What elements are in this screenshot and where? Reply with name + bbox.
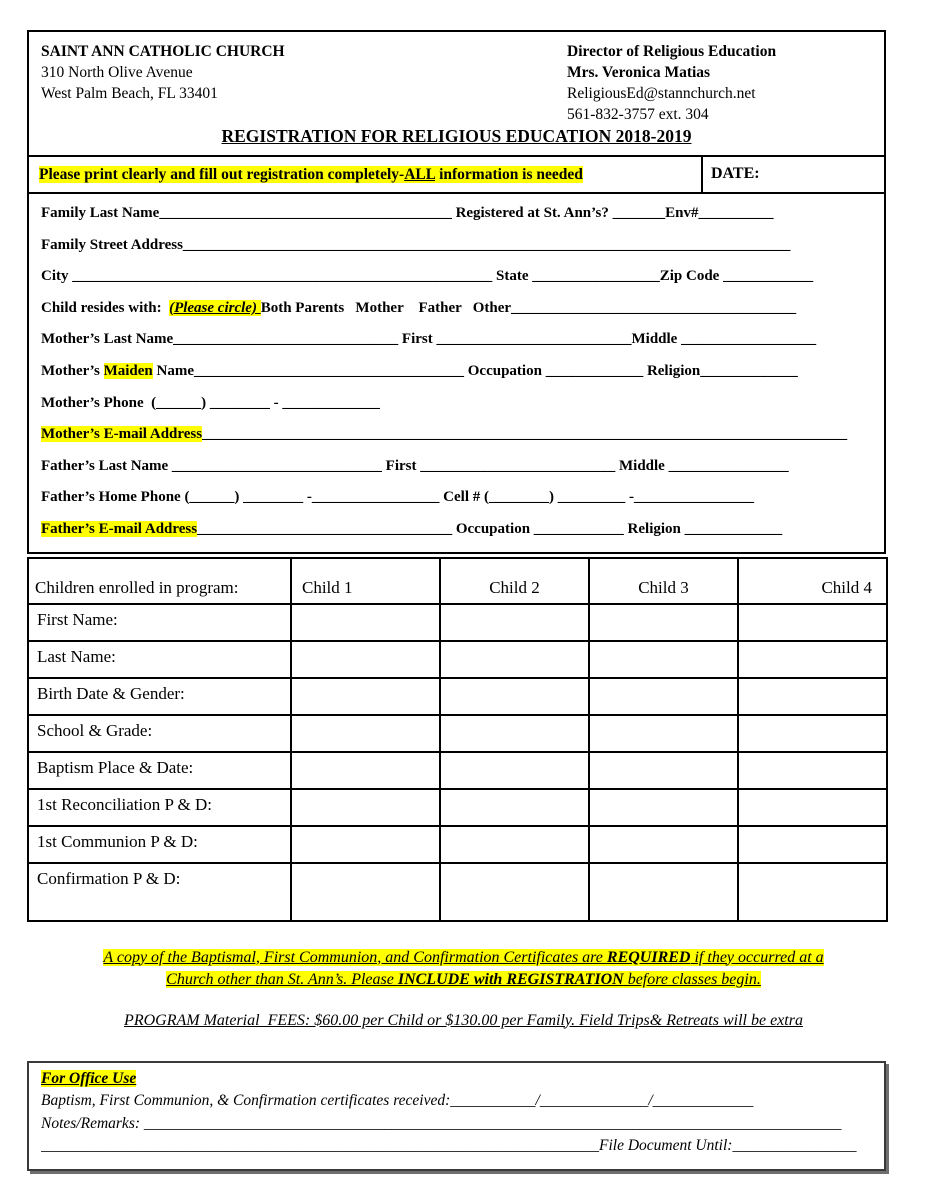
instruction-text: Please print clearly and fill out registration completely-ALL information is needed [39, 166, 583, 183]
church-address-line2: West Palm Beach, FL 33401 [41, 85, 218, 102]
table-cell[interactable] [440, 863, 589, 921]
family-last-name-line: Family Last Name_______________________________________ Registered at St. Ann’s? _______Env#__________ [41, 205, 774, 221]
fathers-last-name-line: Father’s Last Name ____________________________ First __________________________ Middle ________________ [41, 457, 789, 474]
table-cell[interactable] [589, 715, 738, 752]
table-row [28, 863, 887, 921]
certificate-note-line2: Church other than St. Ann’s. Please INCLUDE with REGISTRATION before classes begin. [166, 970, 761, 988]
row-label-confirmation: Confirmation P & D: [28, 863, 291, 921]
date-label: DATE: [711, 165, 760, 182]
table-header-row [28, 558, 887, 604]
mothers-email-line: Mother’s E-mail Address______________________________________________________________________________________ [41, 426, 848, 443]
table-cell[interactable] [291, 641, 440, 678]
table-cell[interactable] [738, 678, 887, 715]
row-label-communion: 1st Communion P & D: [28, 826, 291, 863]
row-label-baptism: Baptism Place & Date: [28, 752, 291, 789]
mothers-maiden-name-line: Mother’s Maiden Name____________________________________ Occupation _____________ Religion_____________ [41, 362, 798, 379]
table-cell[interactable] [738, 752, 887, 789]
table-cell[interactable] [291, 752, 440, 789]
table-row [28, 789, 887, 826]
fees-note: PROGRAM Material FEES: $60.00 per Child or $130.00 per Family. Field Trips& Retreats will be extra [124, 1011, 803, 1029]
instruction-row [29, 155, 884, 192]
fathers-email-line: Father’s E-mail Address__________________________________ Occupation ____________ Religion _____________ [41, 520, 783, 537]
table-cell[interactable] [738, 604, 887, 641]
table-cell[interactable] [291, 604, 440, 641]
mothers-phone-line: Mother’s Phone (______) ________ - _____________ [41, 394, 380, 411]
church-info [41, 41, 567, 125]
office-use-box [27, 1061, 886, 1171]
mothers-last-name-line: Mother’s Last Name______________________________ First __________________________Middle __________________ [41, 331, 817, 348]
table-cell[interactable] [589, 863, 738, 921]
form-header [29, 32, 884, 155]
notes-section [0, 947, 927, 1032]
family-info-section [29, 192, 884, 552]
church-address-line1: 310 North Olive Avenue [41, 64, 193, 81]
child-resides-with-line: Child resides with: (Please circle) Both Parents Mother Father Other______________________________________ [41, 299, 797, 316]
row-label-school-grade: School & Grade: [28, 715, 291, 752]
form-title: REGISTRATION FOR RELIGIOUS EDUCATION 2018-2019 [221, 126, 692, 146]
children-table [27, 557, 888, 922]
certificate-note-line1: A copy of the Baptismal, First Communion, and Confirmation Certificates are REQUIRED if they occurred at a [103, 948, 824, 966]
column-header-child2: Child 2 [440, 558, 589, 604]
row-label-reconciliation: 1st Reconciliation P & D: [28, 789, 291, 826]
notes-remarks-line: Notes/Remarks: __________________________________________________________________________________________ [41, 1114, 842, 1132]
table-row [28, 678, 887, 715]
table-cell[interactable] [291, 678, 440, 715]
table-cell[interactable] [291, 789, 440, 826]
table-cell[interactable] [589, 789, 738, 826]
row-label-birth-date-gender: Birth Date & Gender: [28, 678, 291, 715]
table-cell[interactable] [440, 789, 589, 826]
table-row [28, 604, 887, 641]
column-header-child3: Child 3 [589, 558, 738, 604]
table-cell[interactable] [440, 826, 589, 863]
certificates-received-line: Baptism, First Communion, & Confirmation certificates received:___________/______________/_____________ [41, 1092, 754, 1110]
file-document-until-line: ________________________________________________________________________File Document Until:________________ [41, 1137, 857, 1155]
table-cell[interactable] [589, 641, 738, 678]
table-cell[interactable] [589, 678, 738, 715]
table-row [28, 641, 887, 678]
column-header-child4: Child 4 [738, 558, 887, 604]
office-use-title: For Office Use [41, 1069, 137, 1087]
city-state-zip-line: City ________________________________________________________ State _________________Zip Code ____________ [41, 268, 814, 285]
table-row [28, 715, 887, 752]
table-cell[interactable] [738, 863, 887, 921]
row-label-first-name: First Name: [28, 604, 291, 641]
table-cell[interactable] [440, 752, 589, 789]
table-cell[interactable] [291, 715, 440, 752]
church-name: SAINT ANN CATHOLIC CHURCH [41, 43, 285, 60]
family-info-box [27, 30, 886, 554]
table-cell[interactable] [589, 826, 738, 863]
director-name: Mrs. Veronica Matias [567, 64, 711, 81]
table-cell[interactable] [291, 826, 440, 863]
table-cell[interactable] [738, 789, 887, 826]
table-cell[interactable] [440, 678, 589, 715]
director-phone: 561-832-3757 ext. 304 [567, 106, 709, 123]
date-field[interactable] [701, 157, 884, 192]
table-corner-label: Children enrolled in program: [28, 558, 291, 604]
row-label-last-name: Last Name: [28, 641, 291, 678]
director-email: ReligiousEd@stannchurch.net [567, 85, 756, 102]
column-header-child1: Child 1 [291, 558, 440, 604]
director-info [567, 41, 872, 125]
fathers-phone-line: Father’s Home Phone (______) ________ -_________________ Cell # (________) _________ -________________ [41, 489, 754, 506]
table-row [28, 752, 887, 789]
table-cell[interactable] [440, 641, 589, 678]
table-row [28, 826, 887, 863]
family-street-address-line: Family Street Address_________________________________________________________________________________ [41, 236, 791, 253]
table-cell[interactable] [738, 641, 887, 678]
table-cell[interactable] [291, 863, 440, 921]
director-title: Director of Religious Education [567, 43, 777, 60]
table-cell[interactable] [738, 715, 887, 752]
table-cell[interactable] [589, 752, 738, 789]
table-cell[interactable] [589, 604, 738, 641]
table-cell[interactable] [440, 715, 589, 752]
table-cell[interactable] [440, 604, 589, 641]
table-cell[interactable] [738, 826, 887, 863]
